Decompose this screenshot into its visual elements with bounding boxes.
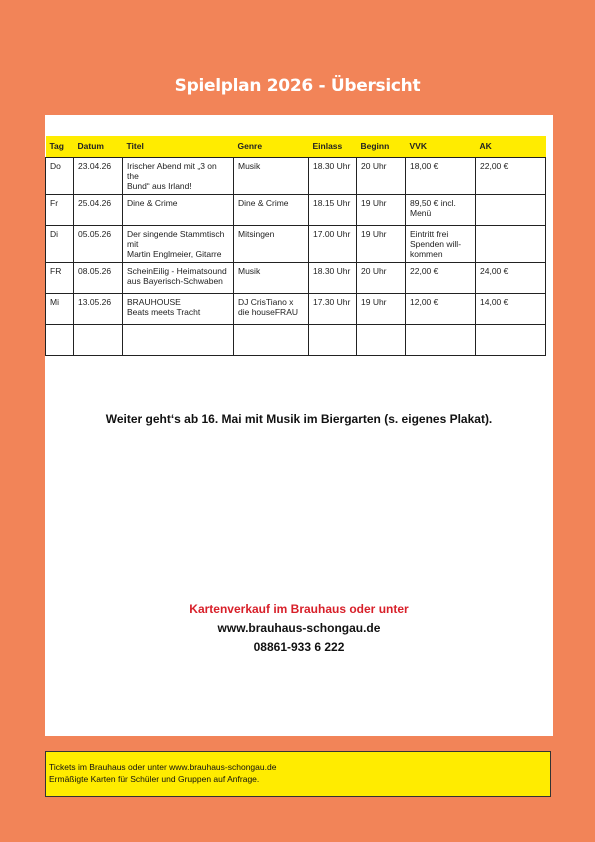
table-cell: Der singende Stammtisch mit Martin Englmeier, Gitarre	[123, 225, 234, 262]
program-panel	[45, 115, 553, 736]
table-cell: 05.05.26	[74, 225, 123, 262]
table-cell: 89,50 € incl. Menü	[406, 194, 476, 225]
table-cell: Irischer Abend mit „3 on the Bund“ aus Irland!	[123, 157, 234, 194]
column-header: Beginn	[360, 141, 390, 152]
table-cell: Musik	[234, 262, 309, 293]
table-cell	[406, 324, 476, 355]
table-cell: 17.30 Uhr	[309, 293, 357, 324]
table-cell: 20 Uhr	[357, 157, 406, 194]
table-cell: Mitsingen	[234, 225, 309, 262]
table-row	[46, 194, 546, 225]
column-header: VVK	[409, 141, 427, 152]
column-header: Tag	[49, 141, 64, 152]
table-cell: 18,00 €	[406, 157, 476, 194]
table-row	[46, 324, 546, 355]
table-cell: 25.04.26	[74, 194, 123, 225]
table-cell: 19 Uhr	[357, 225, 406, 262]
schedule-table	[45, 136, 546, 356]
table-cell	[123, 324, 234, 355]
table-cell: DJ CrisTiano x die houseFRAU	[234, 293, 309, 324]
table-cell: Do	[46, 157, 74, 194]
website-link[interactable]: www.brauhaus-schongau.de	[217, 621, 381, 635]
table-cell	[357, 324, 406, 355]
table-cell: 22,00 €	[406, 262, 476, 293]
table-row	[46, 225, 546, 262]
table-cell	[74, 324, 123, 355]
table-cell	[476, 194, 546, 225]
table-cell: 20 Uhr	[357, 262, 406, 293]
table-cell: ScheinEilig - Heimatsound aus Bayerisch-Schwaben	[123, 262, 234, 293]
table-cell: 18.15 Uhr	[309, 194, 357, 225]
table-cell: BRAUHOUSE Beats meets Tracht	[123, 293, 234, 324]
footer-line-discounts: Ermäßigte Karten für Schüler und Gruppen auf Anfrage.	[49, 774, 260, 784]
ticket-sale-headline: Kartenverkauf im Brauhaus oder unter	[189, 602, 409, 616]
column-header: Einlass	[312, 141, 343, 152]
table-cell: Di	[46, 225, 74, 262]
table-cell: Fr	[46, 194, 74, 225]
table-cell: Eintritt frei Spenden will- kommen	[406, 225, 476, 262]
footer-line-tickets: Tickets im Brauhaus oder unter www.brauhaus-schongau.de	[49, 762, 277, 772]
phone-number: 08861-933 6 222	[253, 640, 345, 654]
table-row	[46, 262, 546, 293]
table-cell	[234, 324, 309, 355]
table-cell: 12,00 €	[406, 293, 476, 324]
column-header: Titel	[126, 141, 144, 152]
table-cell: 23.04.26	[74, 157, 123, 194]
page-title: Spielplan 2026 - Übersicht	[174, 76, 421, 96]
column-header: Datum	[77, 141, 104, 152]
table-header-row	[46, 136, 546, 157]
table-cell: 08.05.26	[74, 262, 123, 293]
table-cell: 22,00 €	[476, 157, 546, 194]
table-cell: Musik	[234, 157, 309, 194]
table-cell: 17.00 Uhr	[309, 225, 357, 262]
table-cell	[476, 324, 546, 355]
table-cell: Dine & Crime	[234, 194, 309, 225]
table-cell: Mi	[46, 293, 74, 324]
table-cell	[476, 225, 546, 262]
footer-info-box	[45, 751, 551, 797]
column-header: AK	[479, 141, 492, 152]
table-cell: 13.05.26	[74, 293, 123, 324]
column-header: Genre	[237, 141, 263, 152]
table-cell: 19 Uhr	[357, 194, 406, 225]
ticket-sale-info	[45, 600, 553, 657]
table-row	[46, 293, 546, 324]
biergarten-notice: Weiter geht‘s ab 16. Mai mit Musik im Biergarten (s. eigenes Plakat).	[105, 412, 493, 426]
table-cell: Dine & Crime	[123, 194, 234, 225]
table-cell: 14,00 €	[476, 293, 546, 324]
table-cell	[46, 324, 74, 355]
table-cell: 19 Uhr	[357, 293, 406, 324]
table-cell: 24,00 €	[476, 262, 546, 293]
table-cell: 18.30 Uhr	[309, 262, 357, 293]
table-body	[46, 157, 546, 355]
table-cell	[309, 324, 357, 355]
table-cell: 18.30 Uhr	[309, 157, 357, 194]
table-row	[46, 157, 546, 194]
table-cell: FR	[46, 262, 74, 293]
